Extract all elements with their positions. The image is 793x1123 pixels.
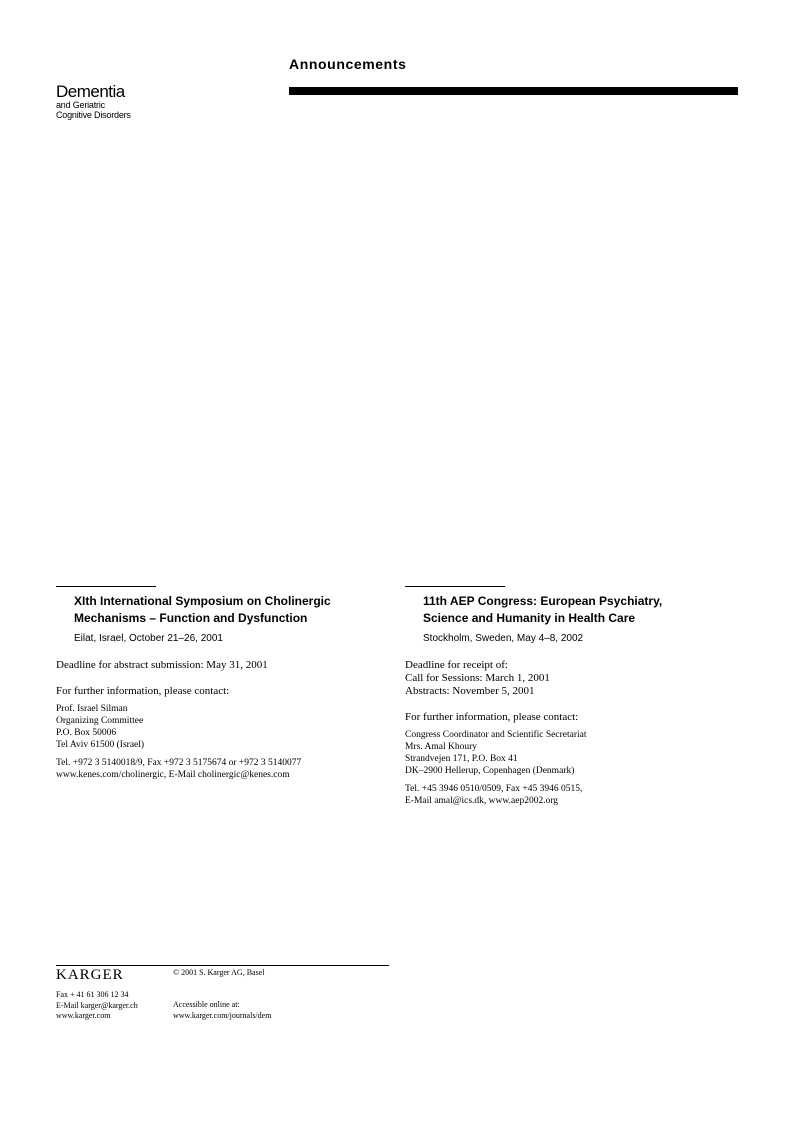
access-url: www.karger.com/journals/dem xyxy=(173,1010,272,1020)
announcement-title xyxy=(423,593,745,627)
tel-line: Tel. +972 3 5140018/9, Fax +972 3 5175674 or +972 3 5140077 xyxy=(56,758,302,768)
publisher-email: E-Mail karger@karger.ch xyxy=(56,1000,138,1010)
journal-logo xyxy=(56,83,131,120)
deadline-block xyxy=(405,659,745,698)
deadline-line: Abstracts: November 5, 2001 xyxy=(405,685,535,697)
contact-line: Tel Aviv 61500 (Israel) xyxy=(56,740,145,750)
journal-name: Dementia xyxy=(56,82,125,101)
contact-line: Mrs. Amal Khoury xyxy=(405,742,478,752)
announcement-title-line: Science and Humanity in Health Care xyxy=(423,611,636,625)
publisher-logo: KARGER xyxy=(56,967,124,983)
header-rule xyxy=(289,87,738,95)
contact-block xyxy=(56,703,396,751)
online-access xyxy=(173,1000,271,1021)
contact-block xyxy=(405,729,745,777)
tel-line: www.kenes.com/cholinergic, E-Mail cholinergic@kenes.com xyxy=(56,770,290,780)
tel-block xyxy=(56,757,396,781)
info-heading: For further information, please contact: xyxy=(405,711,579,723)
announcement-right xyxy=(405,586,745,807)
deadline-line: Call for Sessions: March 1, 2001 xyxy=(405,672,550,684)
journal-subtitle-line1: and Geriatric xyxy=(56,100,105,110)
section-title: Announcements xyxy=(289,56,407,72)
deadline-line: Deadline for abstract submission: May 31, 2001 xyxy=(56,659,268,671)
tel-line: Tel. +45 3946 0510/0509, Fax +45 3946 0515, xyxy=(405,784,583,794)
publisher-fax: Fax + 41 61 306 12 34 xyxy=(56,990,129,999)
announcement-rule xyxy=(56,586,156,587)
copyright-notice: © 2001 S. Karger AG, Basel xyxy=(173,968,265,977)
contact-line: Congress Coordinator and Scientific Secretariat xyxy=(405,730,587,740)
publisher-website: www.karger.com xyxy=(56,1011,111,1020)
announcement-rule xyxy=(405,586,505,587)
contact-line: Organizing Committee xyxy=(56,716,144,726)
footer-rule xyxy=(56,965,389,966)
deadline-block xyxy=(56,659,396,672)
tel-block xyxy=(405,783,745,807)
contact-line: Strandvejen 171, P.O. Box 41 xyxy=(405,754,518,764)
contact-line: P.O. Box 50006 xyxy=(56,728,117,738)
deadline-line: Deadline for receipt of: xyxy=(405,659,508,671)
announcement-title xyxy=(74,593,396,627)
announcement-title-line: 11th AEP Congress: European Psychiatry, xyxy=(423,594,663,608)
announcement-location-date: Stockholm, Sweden, May 4–8, 2002 xyxy=(423,633,584,644)
announcement-left xyxy=(56,586,396,781)
contact-line: DK–2900 Hellerup, Copenhagen (Denmark) xyxy=(405,766,575,776)
contact-line: Prof. Israel Silman xyxy=(56,704,128,714)
journal-subtitle-line2: Cognitive Disorders xyxy=(56,110,131,120)
info-heading: For further information, please contact: xyxy=(56,685,230,697)
announcement-title-line: Mechanisms – Function and Dysfunction xyxy=(74,611,308,625)
tel-line: E-Mail amal@ics.dk, www.aep2002.org xyxy=(405,796,559,806)
publisher-contact xyxy=(56,990,138,1022)
announcement-location-date: Eilat, Israel, October 21–26, 2001 xyxy=(74,633,223,644)
announcement-title-line: XIth International Symposium on Cholinergic xyxy=(74,594,331,608)
access-label: Accessible online at: xyxy=(173,1000,240,1009)
